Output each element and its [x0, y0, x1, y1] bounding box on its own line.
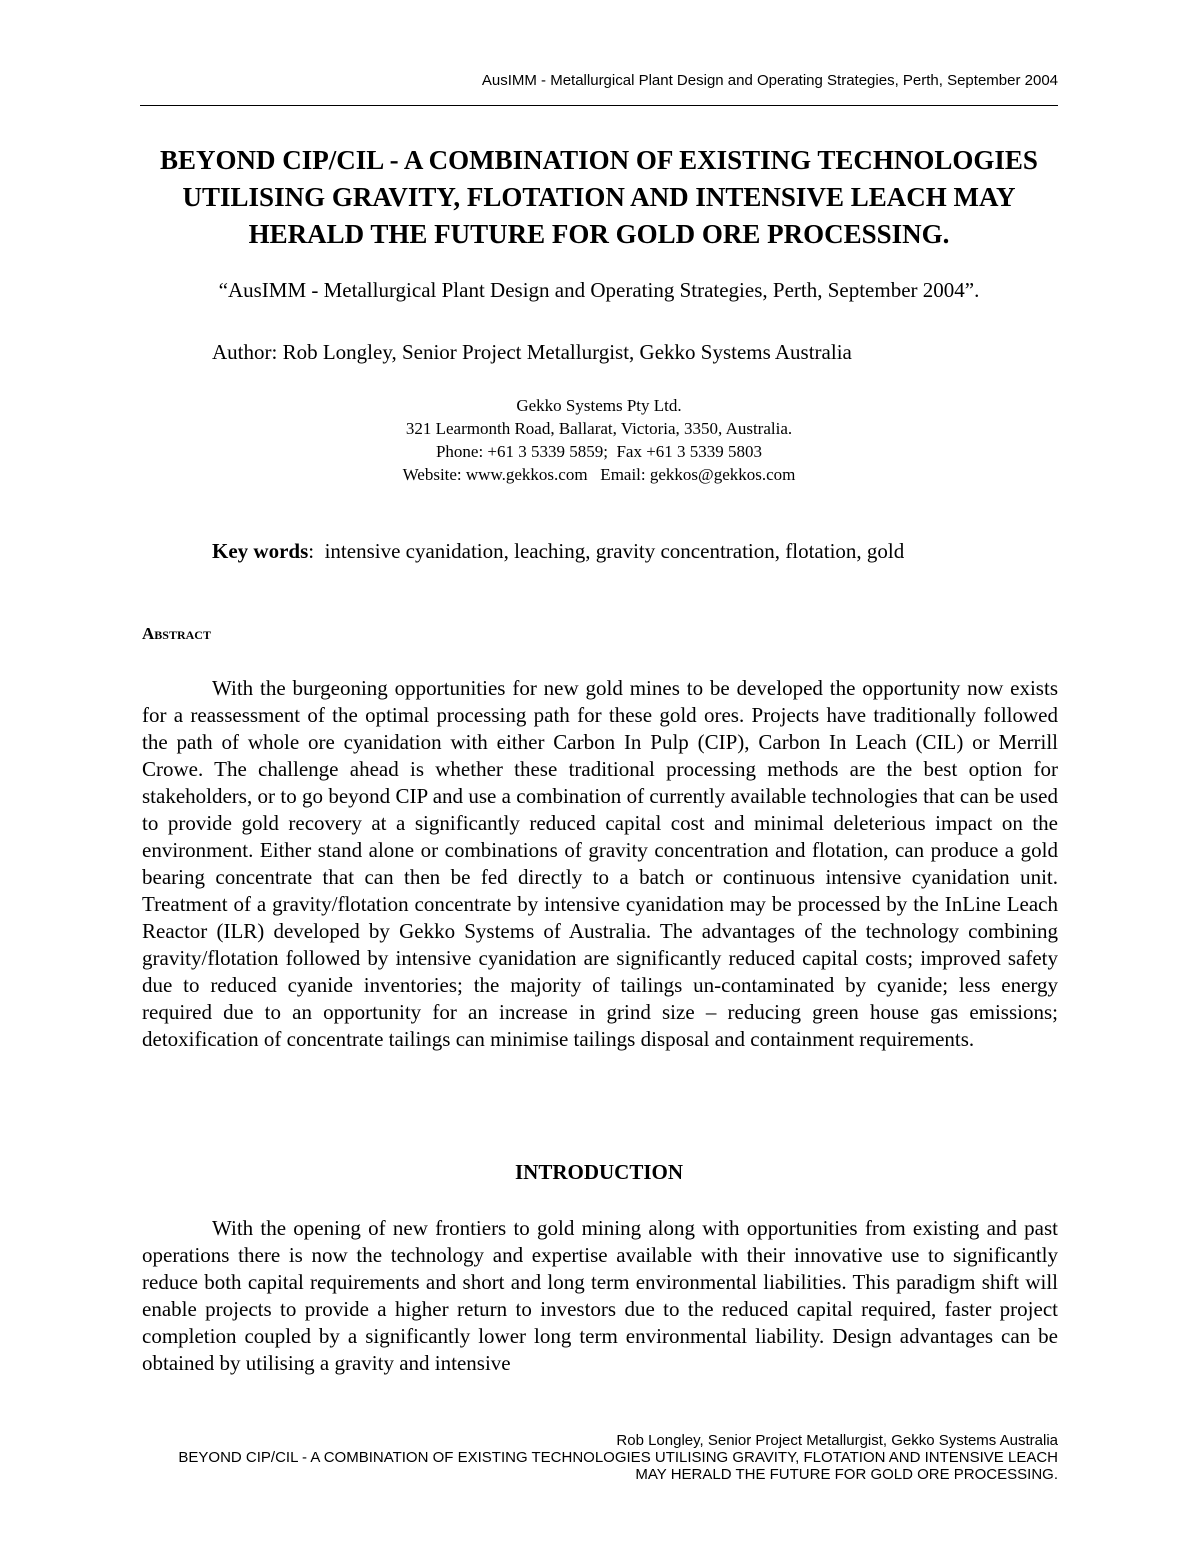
- keywords: [212, 539, 904, 564]
- author-line: Author: Rob Longley, Senior Project Metallurgist, Gekko Systems Australia: [212, 340, 852, 364]
- title-line-2: UTILISING GRAVITY, FLOTATION AND INTENSIVE LEACH MAY: [182, 182, 1016, 212]
- affiliation-company: Gekko Systems Pty Ltd.: [516, 396, 682, 415]
- introduction-body: With the opening of new frontiers to gold mining along with opportunities from existing and past operations there is now the technology and expertise available with their innovative use to significantly reduce both capital requirements and short and long term environmental liabilities. This paradigm shift will enable projects to provide a higher return to investors due to the reduced capital required, faster project completion coupled by a significantly lower long term environmental liability. Design advantages can be obtained by utilising a gravity and intensive: [142, 1216, 1058, 1375]
- footer-line-2: BEYOND CIP/CIL - A COMBINATION OF EXISTING TECHNOLOGIES UTILISING GRAVITY, FLOTATION AND INTENSIVE LEACH: [178, 1449, 1058, 1466]
- keywords-label: Key words: [212, 539, 309, 563]
- abstract-heading: Abstract: [142, 624, 211, 643]
- conference-citation: “AusIMM - Metallurgical Plant Design and Operating Strategies, Perth, September 2004”.: [218, 278, 980, 302]
- title-line-3: HERALD THE FUTURE FOR GOLD ORE PROCESSING.: [248, 219, 950, 249]
- keywords-text: : intensive cyanidation, leaching, gravity concentration, flotation, gold: [308, 539, 905, 563]
- affiliation-address: 321 Learmonth Road, Ballarat, Victoria, 3350, Australia.: [405, 419, 793, 438]
- affiliation-web: Website: www.gekkos.com Email: gekkos@gekkos.com: [402, 465, 796, 484]
- affiliation-phone: Phone: +61 3 5339 5859; Fax +61 3 5339 5803: [435, 442, 763, 461]
- title-line-1: BEYOND CIP/CIL - A COMBINATION OF EXISTING TECHNOLOGIES: [160, 145, 1038, 175]
- paper-title: [140, 142, 1058, 253]
- footer-line-3: MAY HERALD THE FUTURE FOR GOLD ORE PROCESSING.: [635, 1466, 1058, 1483]
- header-divider: [140, 105, 1058, 106]
- introduction-heading: INTRODUCTION: [514, 1160, 684, 1184]
- page-footer: [178, 1432, 1058, 1483]
- abstract-body: With the burgeoning opportunities for new gold mines to be developed the opportunity now exists for a reassessment of the optimal processing path for these gold ores. Projects have traditionally followed the path of whole ore cyanidation with either Carbon In Pulp (CIP), Carbon In Leach (CIL) or Merrill Crowe. The challenge ahead is whether these traditional processing methods are the best option for stakeholders, or to go beyond CIP and use a combination of currently available technologies that can be used to provide gold recovery at a significantly reduced capital cost and minimal deleterious impact on the environment. Either stand alone or combinations of gravity concentration and flotation, can produce a gold bearing concentrate that can then be fed directly to a batch or continuous intensive cyanidation unit. Treatment of a gravity/flotation concentrate by intensive cyanidation may be processed by the InLine Leach Reactor (ILR) developed by Gekko Systems of Australia. The advantages of the technology combining gravity/flotation followed by intensive cyanidation are significantly reduced capital costs; improved safety due to reduced cyanide inventories; the majority of tailings un-contaminated by cyanide; less energy required due to an opportunity for an increase in grind size – reducing green house gas emissions; detoxification of concentrate tailings can minimise tailings disposal and containment requirements.: [142, 676, 1058, 1051]
- affiliation-block: [140, 394, 1058, 486]
- footer-line-1: Rob Longley, Senior Project Metallurgist, Gekko Systems Australia: [616, 1432, 1058, 1449]
- running-header: AusIMM - Metallurgical Plant Design and Operating Strategies, Perth, September 2004: [481, 72, 1058, 89]
